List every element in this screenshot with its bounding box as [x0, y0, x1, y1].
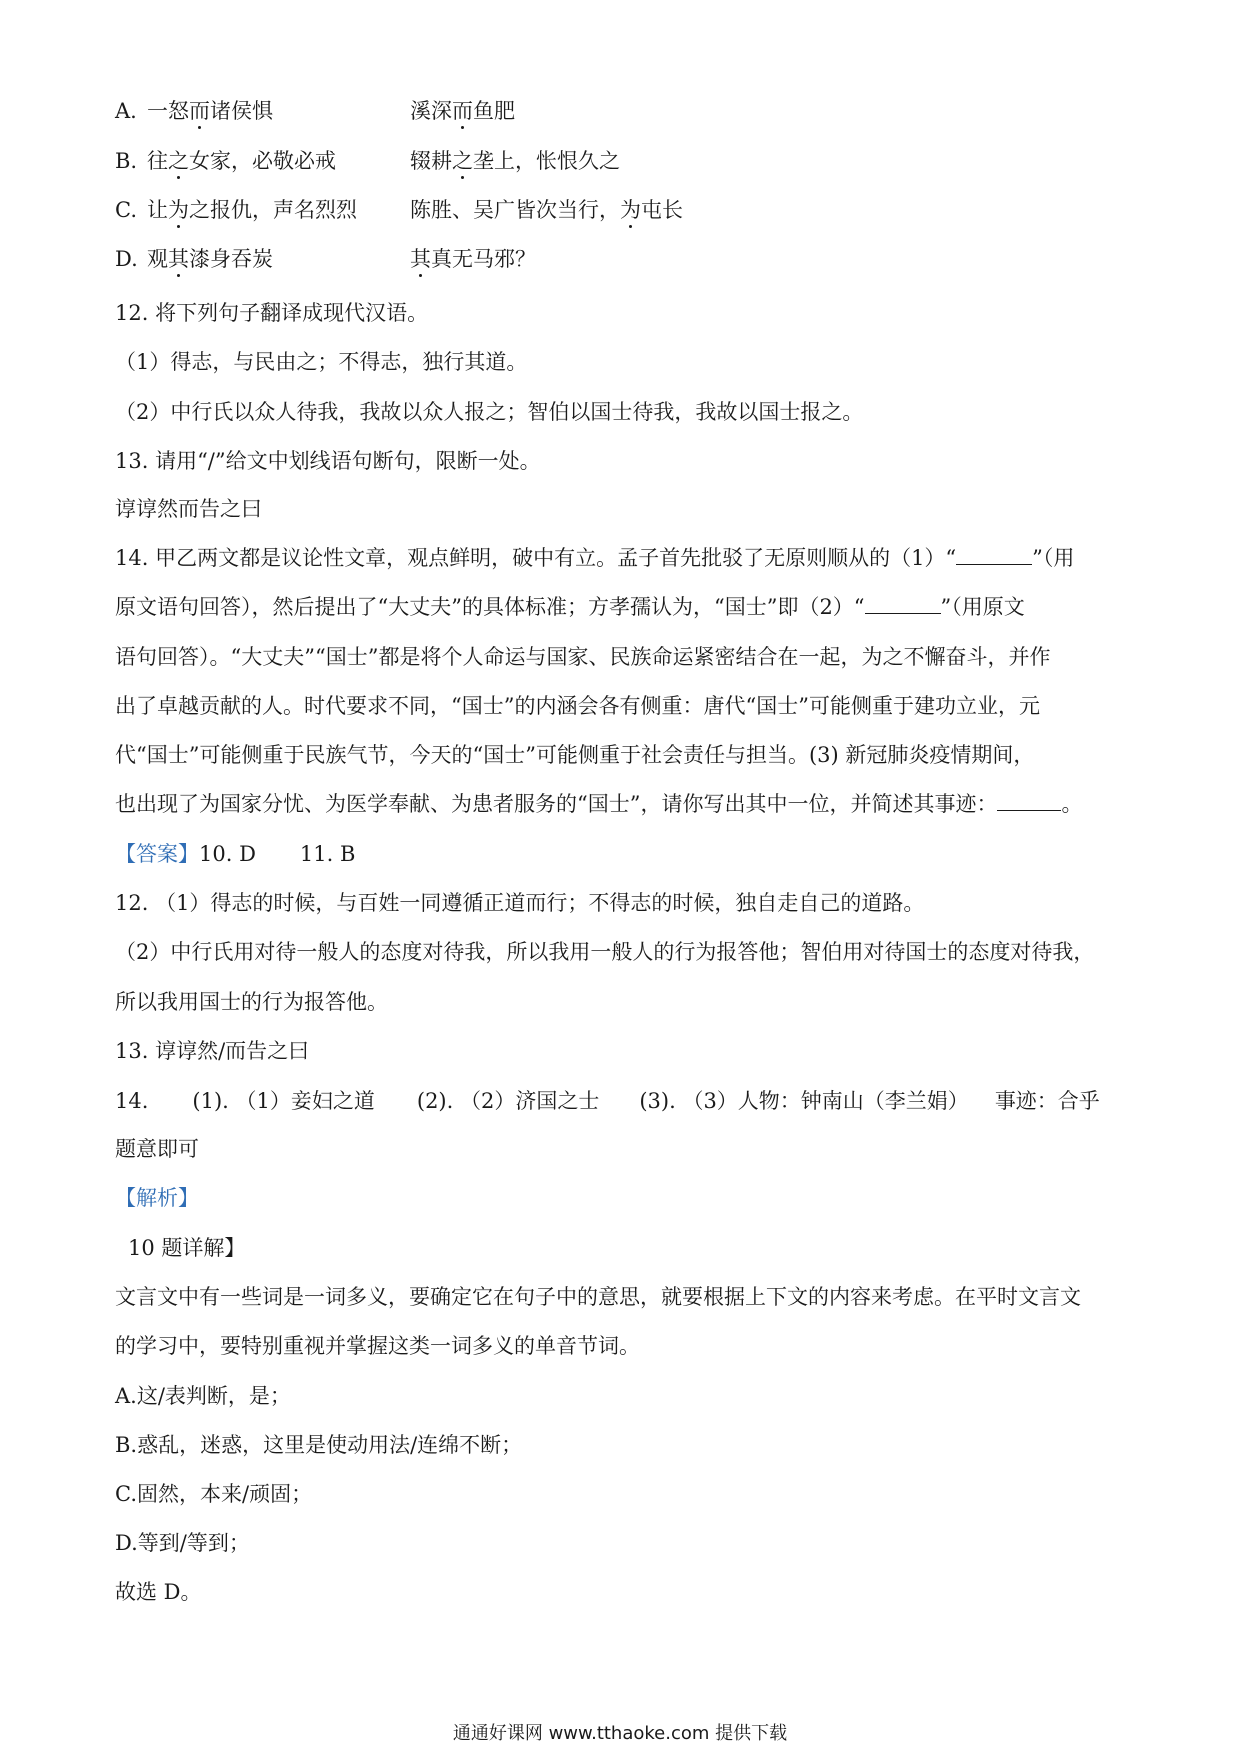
text: 观: [147, 247, 168, 271]
text: (2). （2）济国之士: [416, 1089, 600, 1113]
answer-12-line-1: 12. （1）得志的时候，与百姓一同遵循正道而行；不得志的时候，独自走自己的道路。: [115, 891, 925, 915]
dotted-char: 为: [620, 198, 641, 222]
dotted-char: 其: [410, 247, 431, 271]
option-a-right: [410, 96, 515, 126]
dotted-char: 之: [452, 149, 473, 173]
option-c-left: [115, 195, 357, 225]
q13-stem: 13. 请用“/”给文中划线语句断句，限断一处。: [115, 449, 541, 473]
text: 诸侯惧: [210, 99, 273, 123]
answer-12-line-2: （2）中行氏用对待一般人的态度对待我，所以我用一般人的行为报答他；智伯用对待国士的态度对待我，: [115, 940, 1095, 964]
text: 溪深: [410, 99, 452, 123]
dotted-char: 而: [452, 99, 473, 123]
text: ”（用: [1032, 546, 1075, 570]
text: 陈胜、吴广皆次当行，: [410, 198, 620, 222]
text: (1). （1）妾妇之道: [192, 1089, 375, 1113]
text: 一怒: [147, 99, 189, 123]
text: 原文语句回答），然后提出了“大丈夫”的具体标准；方孝孺认为，“国士”即（2）“: [115, 595, 865, 619]
analysis-d: D.等到/等到；: [115, 1531, 250, 1555]
text: ”（用原文: [940, 595, 1025, 619]
text: 鱼肥: [473, 99, 515, 123]
option-label: B.: [115, 149, 138, 173]
option-label: A.: [115, 99, 137, 123]
answer-tag: 【答案】: [115, 842, 199, 866]
text: 垄上，怅恨久之: [473, 149, 620, 173]
q14-line-6: [115, 789, 1082, 819]
answer-blank: [997, 790, 1061, 811]
q14-line-2: [115, 592, 1025, 622]
text: (3). （3）人物：钟南山（李兰娟）: [639, 1089, 969, 1113]
analysis-c: C.固然，本来/顽固；: [115, 1482, 313, 1506]
analysis-conclusion: 故选 D。: [115, 1580, 202, 1604]
text: 女家，必敬必戒: [189, 149, 336, 173]
q14-line-1: [115, 543, 1074, 573]
analysis-para-1: 文言文中有一些词是一词多义，要确定它在句子中的意思，就要根据上下文的内容来考虑。在平时文言文: [115, 1285, 1081, 1309]
text: 漆身吞炭: [189, 247, 273, 271]
page-footer: 通通好课网 www.tthaoke.com 提供下载: [452, 1723, 788, 1744]
analysis-tag: 【解析】: [115, 1186, 199, 1210]
option-a-left: [115, 96, 273, 126]
option-b-left: [115, 146, 336, 176]
text: 真无马邪？: [431, 247, 536, 271]
answer-11: 11. B: [299, 842, 356, 866]
text: 14.: [115, 1089, 149, 1113]
text: 往: [147, 149, 168, 173]
answer-13: 13. 谆谆然/而告之曰: [115, 1039, 310, 1063]
analysis-b: B.惑乱，迷惑，这里是使动用法/连绵不断；: [115, 1433, 523, 1457]
text: 。: [1061, 792, 1083, 816]
answer-blank: [956, 544, 1032, 565]
q14-line-4: 出了卓越贡献的人。时代要求不同，“国士”的内涵会各有侧重：唐代“国士”可能侧重于建功立业，元: [115, 694, 1040, 718]
text: 也出现了为国家分忧、为医学奉献、为患者服务的“国士”，请你写出其中一位，并简述其事迹：: [115, 792, 998, 816]
text: 之报仇，声名烈烈: [189, 198, 357, 222]
option-label: C.: [115, 198, 137, 222]
option-c-right: [410, 195, 683, 225]
analysis-a: A.这/表判断，是；: [115, 1384, 291, 1408]
answer-blank: [865, 593, 941, 614]
text: 14. 甲乙两文都是议论性文章，观点鲜明，破中有立。孟子首先批驳了无原则顺从的（1）“: [115, 546, 957, 570]
answer-14: [115, 1086, 1100, 1116]
q12-sentence-1: （1）得志，与民由之；不得志，独行其道。: [115, 350, 528, 374]
answer-12-line-3: 所以我用国士的行为报答他。: [115, 990, 388, 1014]
dotted-char: 之: [168, 149, 189, 173]
text: 让: [147, 198, 168, 222]
option-d-right: [410, 244, 536, 274]
option-d-left: [115, 244, 273, 274]
text: 辍耕: [410, 149, 452, 173]
option-label: D.: [115, 247, 138, 271]
answer-10: 10. D: [199, 842, 256, 866]
q13-sentence: 谆谆然而告之曰: [115, 497, 262, 521]
dotted-char: 为: [168, 198, 189, 222]
q12-sentence-2: （2）中行氏以众人待我，我故以众人报之；智伯以国士待我，我故以国士报之。: [115, 400, 864, 424]
answer-line: [115, 839, 355, 869]
dotted-char: 其: [168, 247, 189, 271]
q12-stem: 12. 将下列句子翻译成现代汉语。: [115, 301, 429, 325]
q14-line-3: 语句回答）。“大丈夫”“国士”都是将个人命运与国家、民族命运紧密结合在一起，为之不懈奋斗，并作: [115, 645, 1051, 669]
analysis-para-2: 的学习中，要特别重视并掌握这类一词多义的单音节词。: [115, 1334, 640, 1358]
text: 屯长: [641, 198, 683, 222]
dotted-char: 而: [189, 99, 210, 123]
option-b-right: [410, 146, 620, 176]
analysis-heading: 10 题详解】: [128, 1236, 246, 1260]
text: 事迹：合乎: [994, 1089, 1100, 1113]
q14-line-5: 代“国士”可能侧重于民族气节，今天的“国士”可能侧重于社会责任与担当。(3) 新冠肺炎疫情期间，: [115, 743, 1035, 767]
answer-14-continued: 题意即可: [115, 1137, 199, 1161]
